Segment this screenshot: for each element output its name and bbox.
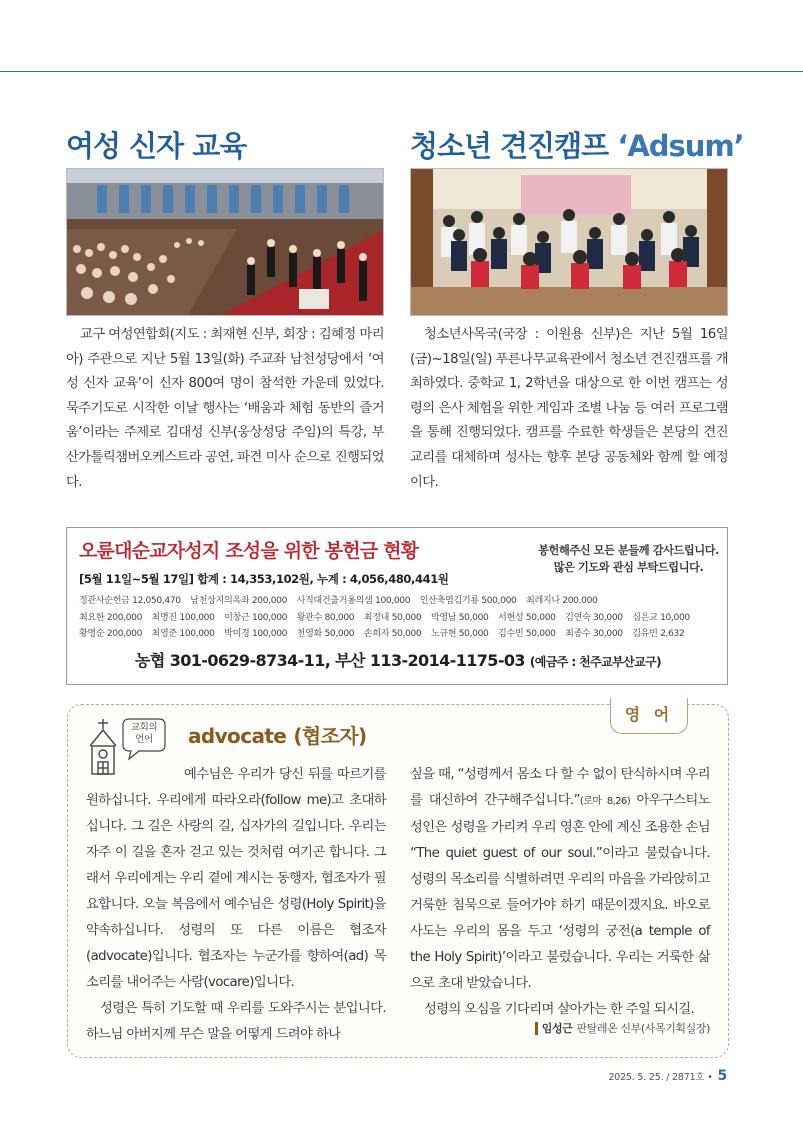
donor-entry: 인산축염김기룡 500,000 [419, 596, 517, 606]
donation-thanks [538, 542, 719, 576]
donor-entry: 최명진 100,000 [151, 612, 215, 623]
right-article-title [410, 124, 744, 165]
left-article-body [66, 323, 384, 495]
donor-entry: 심은교 10,000 [632, 612, 690, 623]
donation-thanks-line1: 봉헌해주신 모든 분들께 감사드립니다. [538, 544, 719, 557]
donor-entry: 박영남 50,000 [430, 612, 489, 623]
author-name: 임성근 [535, 1022, 573, 1035]
donor-entry: 최정내 50,000 [363, 612, 422, 623]
youth-camp-photo [410, 168, 728, 316]
vocab-title [188, 720, 367, 749]
vocab-paragraph: 성령은 특히 기도할 때 우리를 도와주시는 분입니다. 하느님 아버지께 무슨 말을 어떻게 드려야 하나 [86, 1001, 386, 1042]
page-number: 5 [717, 1068, 727, 1084]
donor-entry: 황명순 200,000 [79, 629, 142, 639]
vocab-right-column [410, 762, 710, 1023]
bank-account [79, 648, 717, 671]
bubble-label [121, 722, 167, 746]
donor-entry: 왕관수 80,000 [296, 612, 355, 623]
donation-total: [5월 11일~5월 17일] 합계 : 14,353,102원, 누계 : 4,056,480,441원 [79, 572, 449, 586]
left-article-paragraph: 교구 여성연합회(지도 : 최재현 신부, 회장 : 김혜정 마리아) 주관으로 지난 5월 13일(화) 주교좌 남천성당에서 ‘여성 신자 교육’이 신자 800여 명이 참석한 가운데 있었다. 묵주기도로 시작한 이날 행사는 ‘배움과 체험 동반의 즐거움’이라는 주제로 김대성 신부(웅상성당 주임)의 특강, 부산가톨릭챔버오케스트라 공연, 파견 미사 순으로 진행되었다. [66, 327, 384, 490]
vocab-paragraph: 성령의 오심을 기다리며 살아가는 한 주일 되시길. [424, 1002, 695, 1017]
bible-reference: (로마 8,26) [579, 796, 630, 807]
bubble-line1: 교회의 [130, 722, 158, 733]
vocab-text: 싶을 때, “성령께서 몸소 다 할 수 없이 탄식하시며 우리를 대신하여 간구해주십니다.” [410, 767, 710, 808]
donor-entry: 최요한 200,000 [79, 612, 142, 623]
right-article-paragraph: 청소년사목국(국장 : 이원용 신부)은 지난 5월 16일(금)~18일(일) 푸른나무교육관에서 청소년 견진캠프를 개최하였다. 중학교 1, 2학년을 대상으로 한 이번 캠프는 성령의 은사 체험을 위한 게임과 조별 나눔 등 여러 프로그램을 통해 진행되었다. 캠프를 수료한 학생들은 본당의 견진 교리를 대체하며 성사는 향후 본당 공동체와 함께 할 예정이다. [410, 327, 728, 490]
vocab-paragraph [410, 762, 710, 997]
vocab-word: advocate [188, 724, 287, 748]
donor-list [79, 593, 717, 643]
donor-entry: 남천상지의옥좌 200,000 [190, 596, 288, 606]
donor-entry: 박미경 100,000 [224, 629, 288, 639]
top-rule [0, 71, 803, 72]
right-title-ko: 청소년 견진캠프 [410, 129, 609, 163]
donor-entry: 손희자 50,000 [363, 629, 422, 639]
left-article-title: 여성 신자 교육 [66, 129, 247, 163]
donor-entry: 김수빈 50,000 [498, 629, 556, 639]
donor-row [79, 610, 717, 627]
donor-entry: 이창근 100,000 [224, 612, 288, 623]
bank-account-numbers: 농협 301-0629-8734-11, 부산 113-2014-1175-03 [135, 650, 525, 670]
donor-entry: 정관사순헌금 12,050,470 [79, 596, 181, 606]
vocab-paragraph: 예수님은 우리가 당신 뒤를 따르기를 원하십니다. 우리에게 따라오라(follow me)고 초대하십니다. 그 길은 사랑의 길, 십자가의 길입니다. 우리는 자주 이 길을 혼자 걷고 있는 것처럼 여기곤 합니다. 그래서 우리에게는 우리 곁에 계시는 동행자, 협조자가 필요합니다. 오늘 복음에서 예수님은 성령(Holy Spirit)을 약속하십니다. 성령의 또 다른 이름은 협조자(advocate)입니다. 협조자는 누군가를 향하여(ad) 목소리를 내어주는 사람(vocare)입니다. [86, 767, 386, 990]
donor-row [79, 593, 717, 610]
language-tab: 영 어 [610, 698, 688, 734]
women-education-photo [66, 168, 384, 316]
donor-entry: 천영화 50,000 [296, 629, 355, 639]
account-holder: (예금주 : 천주교부산교구) [529, 654, 661, 669]
donor-entry: 최종수 30,000 [565, 629, 623, 639]
donor-entry: 김연숙 30,000 [565, 612, 623, 623]
donor-entry: 최레지나 200,000 [526, 596, 598, 606]
donation-thanks-line2: 많은 기도와 관심 부탁드립니다. [553, 561, 704, 574]
donor-entry: 노규현 50,000 [430, 629, 489, 639]
donor-entry: 최영준 100,000 [151, 629, 215, 639]
donor-entry: 서현성 50,000 [498, 612, 556, 623]
donation-title: 오륜대순교자성지 조성을 위한 봉헌금 현황 [79, 540, 419, 562]
vocab-text: 아우구스티노 성인은 성령을 가리켜 우리 영혼 안에 계신 조용한 손님 “The quiet guest of our soul.”이라고 불렀습니다. 성령의 목소리를 식별하려면 우리의 마음을 가라앉히고 거룩한 침묵으로 들어가야 하기 때문이겠지요. 바오로 사도는 우리의 몸을 두고 ‘성령의 궁전(a temple of the Holy Spirit)’이라고 불렀습니다. 우리는 거룩한 삶으로 초대 받았습니다. [410, 793, 710, 991]
donor-entry: 김유빈 2,632 [632, 629, 685, 639]
vocab-left-column [86, 762, 386, 1048]
right-article-body [410, 323, 728, 495]
donor-row [79, 626, 717, 643]
donation-box [66, 527, 728, 685]
vocab-meaning: (협조자) [293, 724, 367, 748]
donor-entry: 사직대건출거옹의샘 100,000 [296, 596, 411, 606]
issue-info: 2025. 5. 25. / 2871호 • [608, 1072, 713, 1083]
author-role: 판탈레온 신부(사목기획실장) [576, 1022, 710, 1035]
author-signature [420, 1020, 710, 1036]
right-title-en: ‘Adsum’ [617, 129, 744, 163]
bubble-line2: 언어 [135, 734, 153, 745]
page-footer [608, 1068, 727, 1084]
